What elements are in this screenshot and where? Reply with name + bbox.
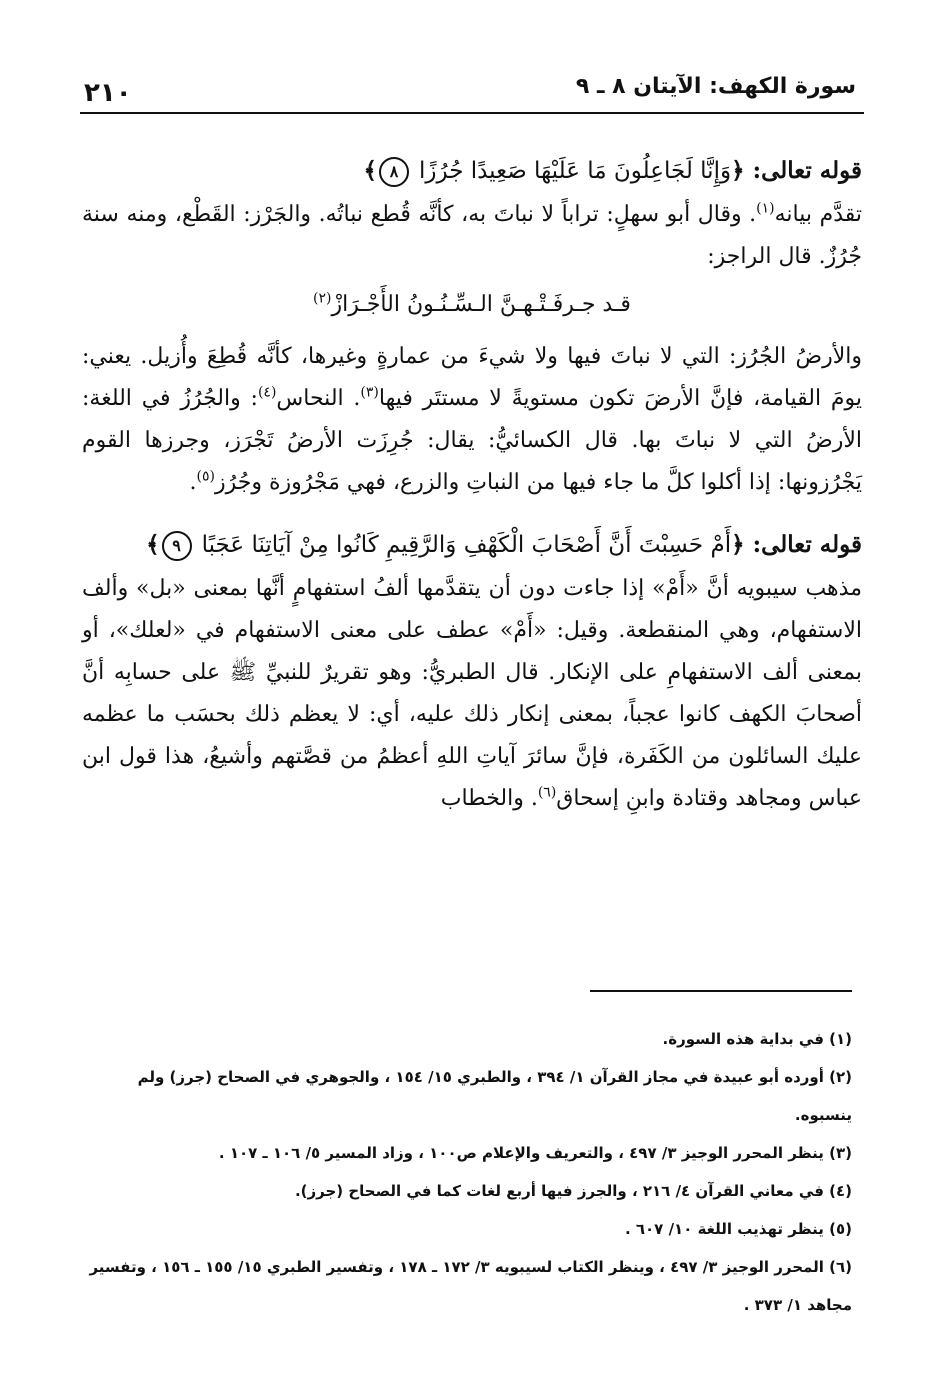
verse-close-bracket: ﴾ [363, 157, 377, 184]
footnote: (٣) ينظر المحرر الوجيز ٣/ ٤٩٧ ، والتعريف والإعلام ص١٠٠ ، وزاد المسير ٥/ ١٠٦ ـ ١٠٧ . [218, 1144, 852, 1162]
paragraph [82, 568, 862, 820]
spacer [82, 504, 862, 524]
footnote-ref: (٦) [537, 784, 557, 801]
verse-number-badge: ٨ [379, 157, 409, 187]
footnote-ref: (٤) [257, 384, 277, 401]
verse-number-badge: ٩ [162, 531, 192, 561]
paragraph [82, 336, 862, 504]
footnote-ref: (٥) [196, 468, 215, 485]
running-header [80, 72, 864, 114]
poem-verse [82, 284, 862, 326]
paragraph [82, 194, 862, 278]
running-title: سورة الكهف: الآيتان ٨ ـ ٩ [575, 74, 856, 99]
footnote-separator [590, 990, 852, 992]
footnote: (١) في بداية هذه السورة. [662, 1030, 852, 1048]
main-text [82, 150, 862, 820]
footnote-ref: (٢) [313, 290, 332, 307]
heading-label: قوله تعالى: [752, 157, 862, 184]
quran-verse-text: أَمْ حَسِبْتَ أَنَّ أَصْحَابَ الْكَهْفِ وَالرَّقِيمِ كَانُوا مِنْ آيَاتِنَا عَجَبًا [201, 532, 732, 558]
verse-heading-9 [82, 524, 862, 566]
paragraph-text: . النحاس [276, 386, 361, 411]
verse-heading-8 [82, 150, 862, 192]
footnote: (٦) المحرر الوجيز ٣/ ٤٩٧ ، وينظر الكتاب لسيبويه ٣/ ١٧٢ ـ ١٧٨ ، وتفسير الطبري ١٥/ ١٥٥ ـ ١٥٦ ، وتفسير مجاهد ١/ ٣٧٣ . [89, 1258, 852, 1314]
paragraph-text: والأرضُ الجُرُز: التي لا نباتَ فيها ولا شيءَ من عمارةٍ وغيرها، كأنَّه قُطِعَ وأُزيل. يعني: يومَ القيامة، فإنَّ الأرضَ تكون مستويةً لا مستتَر فيها [82, 344, 862, 411]
verse-open-bracket: ﴿ [731, 157, 745, 184]
quran-verse-text: وَإِنَّا لَجَاعِلُونَ مَا عَلَيْهَا صَعِيدًا جُرُزًا [419, 158, 732, 184]
footnote: (٥) ينظر تهذيب اللغة ١٠/ ٦٠٧ . [624, 1220, 852, 1238]
paragraph-text: تقدَّم بيانه [774, 202, 863, 227]
verse-open-bracket: ﴿ [731, 531, 745, 558]
footnote-ref: (٣) [360, 384, 379, 401]
footnotes [76, 1020, 852, 1324]
page-number: ٢١٠ [84, 78, 132, 108]
heading-label: قوله تعالى: [752, 531, 862, 558]
paragraph-text: . والخطاب [440, 786, 538, 811]
paragraph-text: مذهب سيبويه أنَّ «أَمْ» إذا جاءت دون أن يتقدَّمها ألفُ استفهامٍ أنَّها بمعنى «بل» وألف الاستفهام، وهي المنقطعة. وقيل: «أَمْ» عطف على معنى الاستفهام في «لعلك»، أو بمعنى ألف الاستفهامِ على الإنكار. قال الطبريُّ: وهو تقريرٌ للنبيِّ ﷺ على حسابِه أنَّ أصحابَ الكهف كانوا عجباً، بمعنى إنكار ذلك عليه، أي: لا يعظم ذلك بحسَب ما عظمه عليك السائلون من الكَفَرة، فإنَّ سائرَ آياتِ اللهِ أعظمُ من قصَّتهم وأشيعُ، هذا قول ابن عباس ومجاهد وقتادة وابنِ إسحاق [82, 576, 862, 811]
paragraph-text: : والجُرُزُ في اللغة: الأرضُ التي لا نباتَ بها. قال الكسائيُّ: يقال: جُرِزَت الأرضُ تَجْرَز، وجرزها القوم يَجْرُزونها: إذا أكلوا كلَّ ما جاء فيها من النباتِ والزرع، فهي مَجْرُوزة وجُرُز [82, 386, 862, 495]
footnote-ref: (١) [756, 200, 775, 217]
verse-close-bracket: ﴾ [146, 531, 160, 558]
paragraph-text: . وقال أبو سهلٍ: تراباً لا نباتَ به، كأنَّه قُطع نباتُه. والجَرْز: القَطْع، ومنه سنة جُرُزٌ. قال الراجز: [82, 202, 862, 269]
paragraph-text: . [189, 470, 197, 495]
footnote: (٢) أورده أبو عبيدة في مجاز القرآن ١/ ٣٩٤ ، والطبري ١٥/ ١٥٤ ، والجوهري في الصحاح (جرز) ولم ينسبوه. [137, 1068, 852, 1124]
poem-text: قـد جـرفَـتْـهـنَّ الـسِّـنُـونُ الأَجْـرَازْ [331, 292, 631, 317]
footnote: (٤) في معاني القرآن ٤/ ٢١٦ ، والجرز فيها أربع لغات كما في الصحاح (جرز). [294, 1182, 852, 1200]
